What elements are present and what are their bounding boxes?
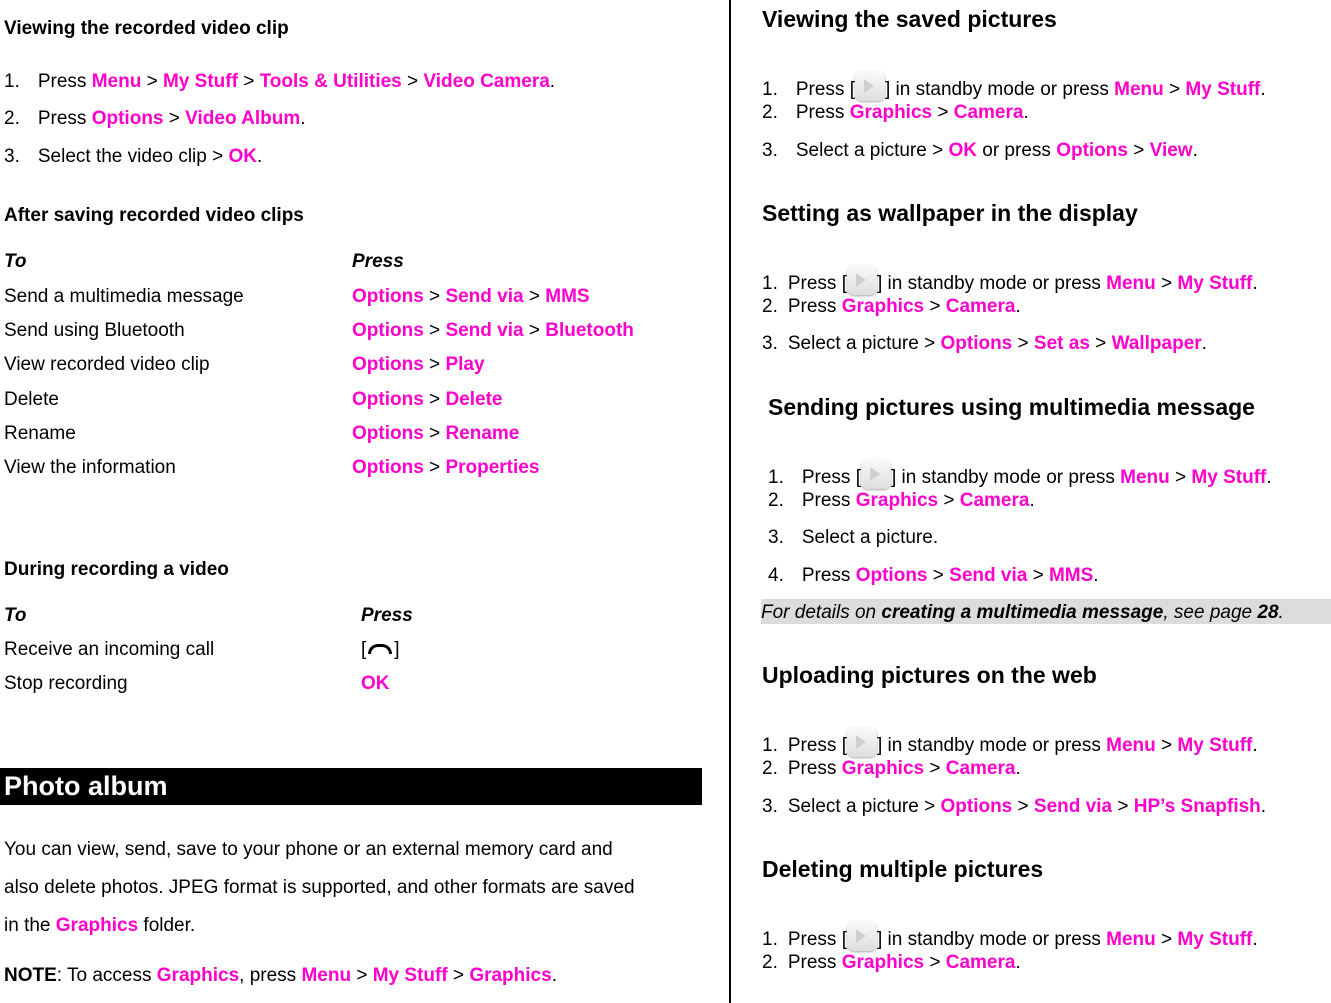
table-row-press: Options > Properties xyxy=(352,457,540,478)
step-line: 3. Select a picture > Options > Set as > Wallpaper. xyxy=(762,333,1207,354)
table-row-to: Send a multimedia message xyxy=(4,286,244,307)
menu-key-icon xyxy=(847,727,877,757)
table-row-press: [ ] xyxy=(361,639,400,660)
step-line: 2. Press Graphics > Camera. xyxy=(762,296,1021,317)
step-line: 4. Press Options > Send via > MMS. xyxy=(768,565,1099,586)
table-row-press: Options > Send via > MMS xyxy=(352,286,590,307)
step-line: 3. Select a picture. xyxy=(768,527,939,548)
paragraph-line: You can view, send, save to your phone or an external memory card and xyxy=(4,839,613,860)
paragraph-line: in the Graphics folder. xyxy=(4,915,196,936)
heading-viewing-pictures: Viewing the saved pictures xyxy=(762,6,1057,32)
step-line: 1. Press [ ] in standby mode or press Menu > My Stuff. xyxy=(762,727,1258,757)
table-row-to: Send using Bluetooth xyxy=(4,320,185,341)
step-line: 1. Press [ ] in standby mode or press Menu > My Stuff. xyxy=(768,459,1272,489)
col-header-press: Press xyxy=(352,251,404,272)
step-line: 2. Press Graphics > Camera. xyxy=(762,102,1029,123)
step-line: 2. Press Graphics > Camera. xyxy=(768,490,1035,511)
table-row-to: Stop recording xyxy=(4,673,128,694)
menu-key-icon xyxy=(847,921,877,951)
heading-uploading: Uploading pictures on the web xyxy=(762,662,1097,688)
step-line: 1. Press [ ] in standby mode or press Menu > My Stuff. xyxy=(762,71,1266,101)
table-row-to: View recorded video clip xyxy=(4,354,210,375)
mms-note: For details on creating a multimedia message, see page 28. xyxy=(761,602,1284,623)
paragraph-line: also delete photos. JPEG format is supported, and other formats are saved xyxy=(4,877,635,898)
photo-album-banner xyxy=(0,768,702,805)
step-line: 2. Press Graphics > Camera. xyxy=(762,952,1021,973)
table-row-to: Delete xyxy=(4,389,59,410)
heading-wallpaper: Setting as wallpaper in the display xyxy=(762,200,1138,226)
heading-during-recording: During recording a video xyxy=(4,559,229,580)
col-header-to: To xyxy=(4,605,27,626)
table-row-to: Rename xyxy=(4,423,76,444)
table-row-press: Options > Send via > Bluetooth xyxy=(352,320,634,341)
step-line: 1. Press [ ] in standby mode or press Menu > My Stuff. xyxy=(762,921,1258,951)
step-line: 3. Select a picture > OK or press Options > View. xyxy=(762,140,1198,161)
table-row-press: Options > Rename xyxy=(352,423,520,444)
banner-title: Photo album xyxy=(4,771,168,801)
table-row-press: Options > Delete xyxy=(352,389,503,410)
column-divider xyxy=(729,0,731,1003)
heading-after-saving: After saving recorded video clips xyxy=(4,205,304,226)
col-header-press: Press xyxy=(361,605,413,626)
video-step-1: 1. Press Menu > My Stuff > Tools & Utilities > Video Camera. xyxy=(4,71,556,92)
table-row-press: OK xyxy=(361,673,390,694)
col-header-to: To xyxy=(4,251,27,272)
menu-key-icon xyxy=(847,265,877,295)
heading-viewing-video: Viewing the recorded video clip xyxy=(4,18,289,39)
video-step-3: 3. Select the video clip > OK. xyxy=(4,146,263,167)
video-step-2: 2. Press Options > Video Album. xyxy=(4,108,306,129)
step-line: 1. Press [ ] in standby mode or press Menu > My Stuff. xyxy=(762,265,1258,295)
note-line: NOTE: To access Graphics, press Menu > My Stuff > Graphics. xyxy=(4,965,557,986)
table-row-to: View the information xyxy=(4,457,176,478)
step-line: 3. Select a picture > Options > Send via > HP’s Snapfish. xyxy=(762,796,1267,817)
menu-key-icon xyxy=(855,71,885,101)
heading-deleting: Deleting multiple pictures xyxy=(762,856,1044,882)
menu-key-icon xyxy=(861,459,891,489)
end-call-icon xyxy=(366,644,394,654)
table-row-press: Options > Play xyxy=(352,354,485,375)
table-row-to: Receive an incoming call xyxy=(4,639,215,660)
step-line: 2. Press Graphics > Camera. xyxy=(762,758,1021,779)
heading-sending-mms: Sending pictures using multimedia message xyxy=(768,394,1255,420)
